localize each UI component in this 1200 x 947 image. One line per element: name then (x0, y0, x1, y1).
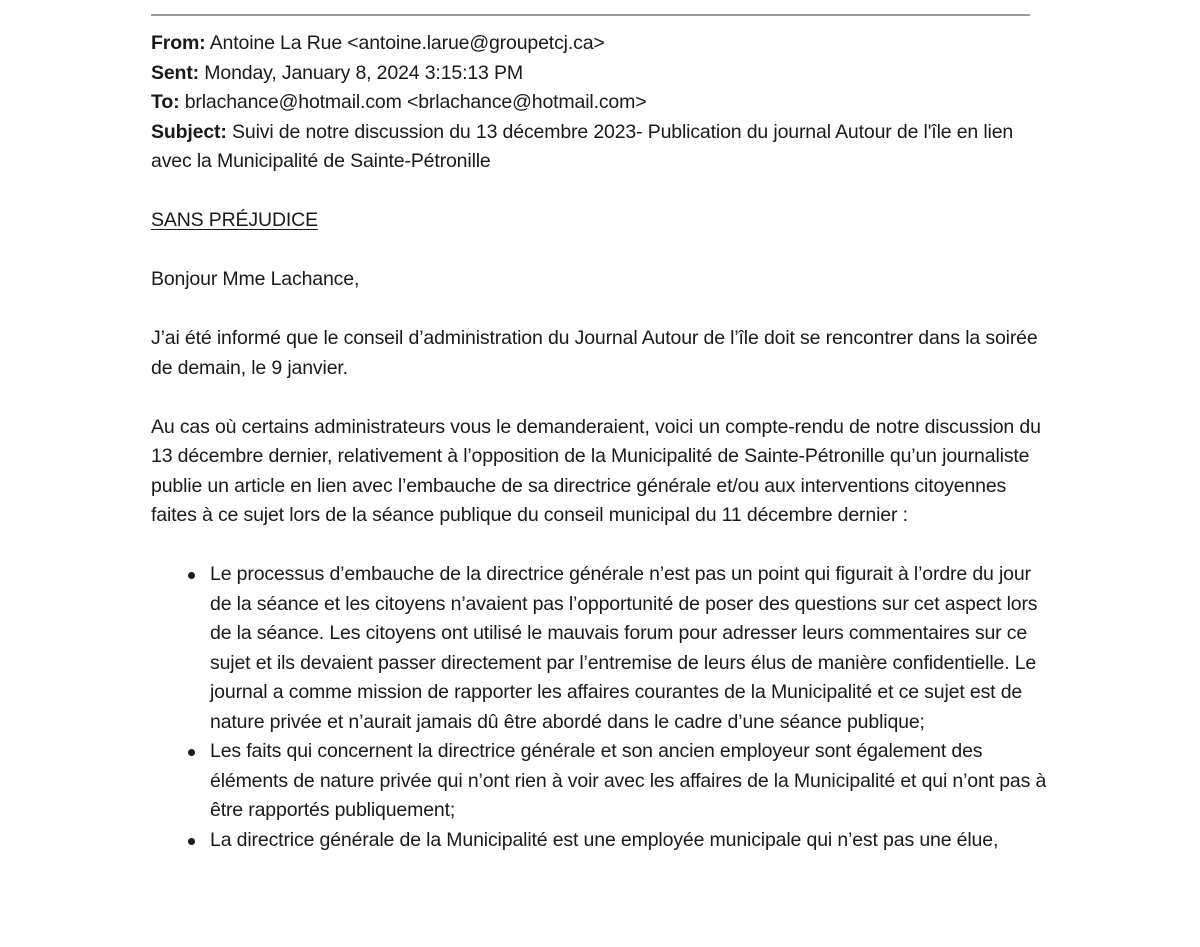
paragraph-summary-intro: Au cas où certains administrateurs vous le demanderaient, voici un compte-rendu de notre discussion du 13 décembre dernier, relativement à l’opposition de la Municipalité de Sainte-Pétronille qu’un journaliste publie un article en lien avec l’embauche de sa directrice générale et/ou aux interventions citoyennes faites à ce sujet lors de la séance publique du conseil municipal du 11 décembre dernier : (151, 415, 1041, 526)
sent-line (151, 59, 1051, 89)
list-item-text: Les faits qui concernent la directrice générale et son ancien employeur sont également des éléments de nature privée qui n’ont rien à voir avec les affaires de la Municipalité et qui n’ont pas à être rapportés publiquement; (210, 740, 1047, 821)
subject-label: Subject: (151, 120, 227, 143)
from-line (151, 29, 1051, 59)
email-header (151, 29, 1051, 177)
subject-line (151, 118, 1051, 177)
greeting: Bonjour Mme Lachance, (151, 268, 360, 290)
bullet-icon (188, 749, 195, 756)
top-divider (151, 14, 1030, 16)
from-label: From: (151, 32, 206, 54)
spacer (151, 531, 1051, 561)
bullet-icon (188, 838, 195, 845)
list-item-text: Le processus d’embauche de la directrice générale n’est pas un point qui figurait à l’ordre du jour de la séance et les citoyens n’avaient pas l’opportunité de poser des questions sur cet aspect lors de la séance. Les citoyens ont utilisé le mauvais forum pour adresser leurs commentaires sur ce sujet et ils devaient passer directement par l’entremise de leurs élus de manière confidentielle. Le journal a comme mission de rapporter les affaires courantes de la Municipalité et ce sujet est de nature privée et n’aurait jamais dû être abordé dans le cadre d’une séance publique; (210, 563, 1038, 733)
email-content (151, 29, 1051, 855)
list-item (151, 737, 1051, 826)
to-value: brlachance@hotmail.com <brlachance@hotmail.com> (184, 91, 647, 113)
spacer (151, 236, 1051, 266)
list-item (151, 560, 1051, 737)
subject-value: Suivi de notre discussion du 13 décembre 2023- Publication du journal Autour de l'île en lien avec la Municipalité de Sainte-Pétronille (151, 120, 1014, 172)
list-item-text: La directrice générale de la Municipalité est une employée municipale qui n’est pas une élue, (210, 828, 999, 851)
sent-value: Monday, January 8, 2024 3:15:13 PM (204, 61, 523, 84)
without-prejudice-notice: SANS PRÉJUDICE (151, 209, 318, 231)
spacer (151, 177, 1051, 207)
bullet-icon (188, 572, 195, 579)
bullet-list (151, 560, 1051, 855)
from-value: Antoine La Rue <antoine.larue@groupetcj.ca> (209, 32, 605, 54)
spacer (151, 295, 1051, 325)
paragraph-meeting-notice: J’ai été informé que le conseil d’administration du Journal Autour de l’île doit se rencontrer dans la soirée de demain, le 9 janvier. (151, 327, 1038, 379)
spacer (151, 383, 1051, 413)
to-label: To: (151, 91, 180, 113)
sent-label: Sent: (151, 61, 200, 84)
list-item (151, 826, 1051, 856)
to-line (151, 88, 1051, 118)
